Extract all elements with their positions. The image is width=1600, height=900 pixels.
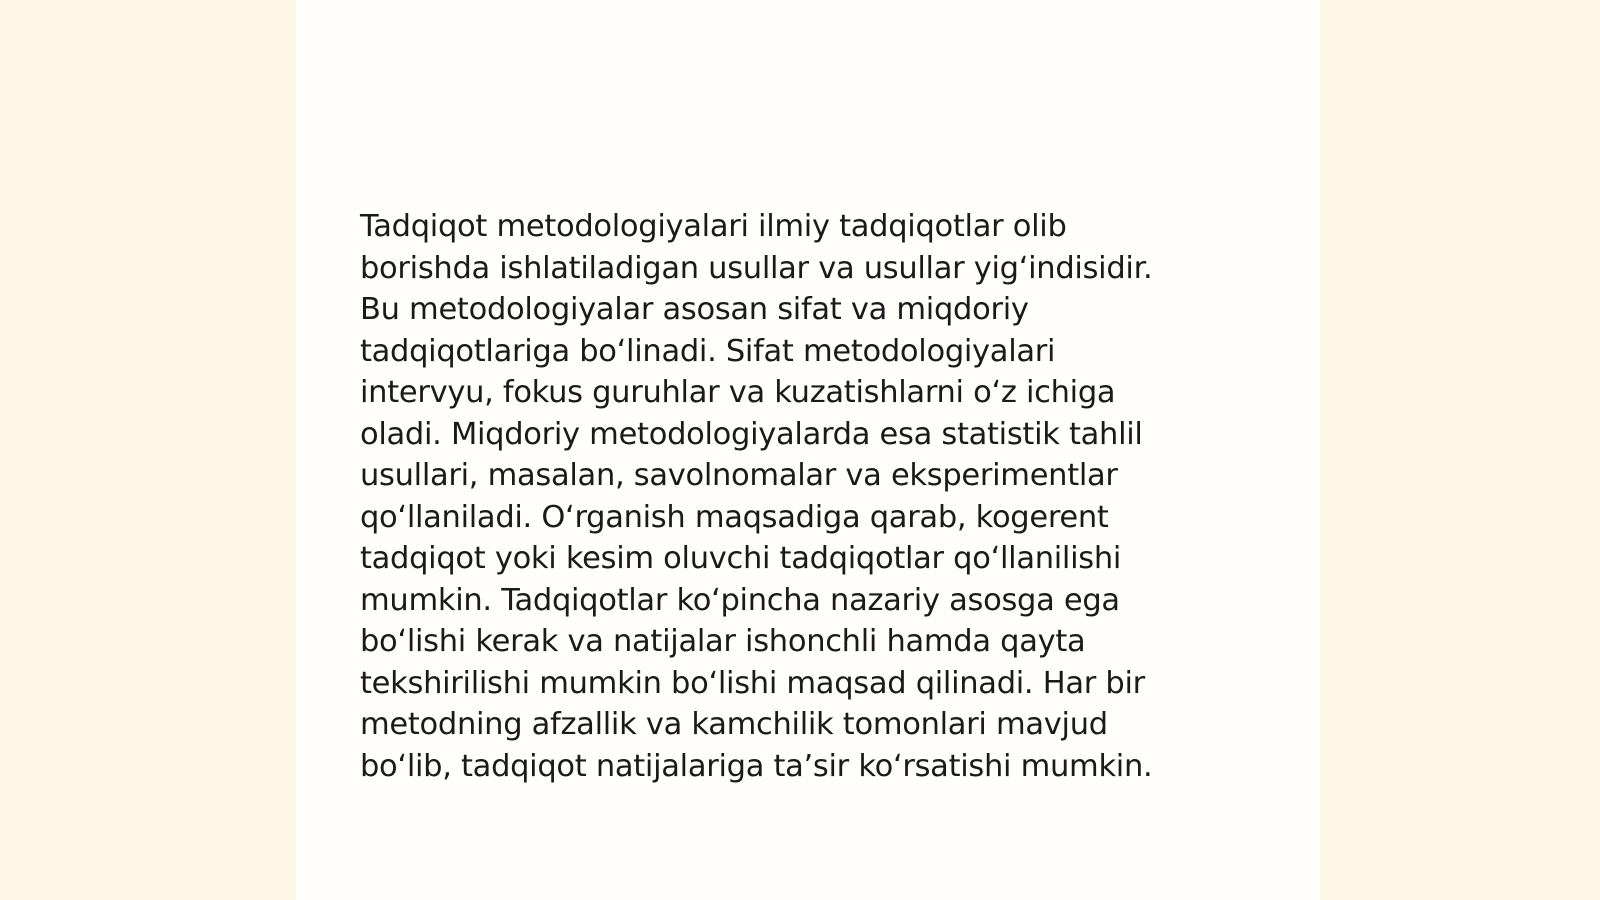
paragraph-line: boʻlishi kerak va natijalar ishonchli hamda qayta [360, 624, 1086, 659]
paragraph-line: oladi. Miqdoriy metodologiyalarda esa statistik tahlil [360, 416, 1143, 452]
paragraph-line: mumkin. Tadqiqotlar koʻpincha nazariy asosga ega [360, 582, 1120, 618]
body-paragraph [360, 206, 1260, 787]
paragraph-line: Tadqiqot metodologiyalari ilmiy tadqiqotlar olib [360, 209, 1067, 244]
paragraph-line: boʻlib, tadqiqot natijalariga taʼsir koʻrsatishi mumkin. [360, 748, 1153, 784]
document-page [296, 0, 1320, 900]
paragraph-line: Bu metodologiyalar asosan sifat va miqdoriy [360, 292, 1029, 327]
paragraph-line: borishda ishlatiladigan usullar va usullar yigʻindisidir. [360, 250, 1153, 286]
paragraph-line: tadqiqot yoki kesim oluvchi tadqiqotlar qoʻllanilishi [360, 541, 1122, 576]
paragraph-line: tekshirilishi mumkin boʻlishi maqsad qilinadi. Har bir [360, 665, 1145, 701]
paragraph-line: qoʻllaniladi. Oʻrganish maqsadiga qarab, kogerent [360, 499, 1109, 535]
paragraph-line: tadqiqotlariga boʻlinadi. Sifat metodologiyalari [360, 333, 1056, 369]
paragraph-line: usullari, masalan, savolnomalar va eksperimentlar [360, 458, 1118, 493]
paragraph-line: intervyu, fokus guruhlar va kuzatishlarni oʻz ichiga [360, 375, 1116, 410]
paragraph-line: metodning afzallik va kamchilik tomonlari mavjud [360, 707, 1108, 742]
